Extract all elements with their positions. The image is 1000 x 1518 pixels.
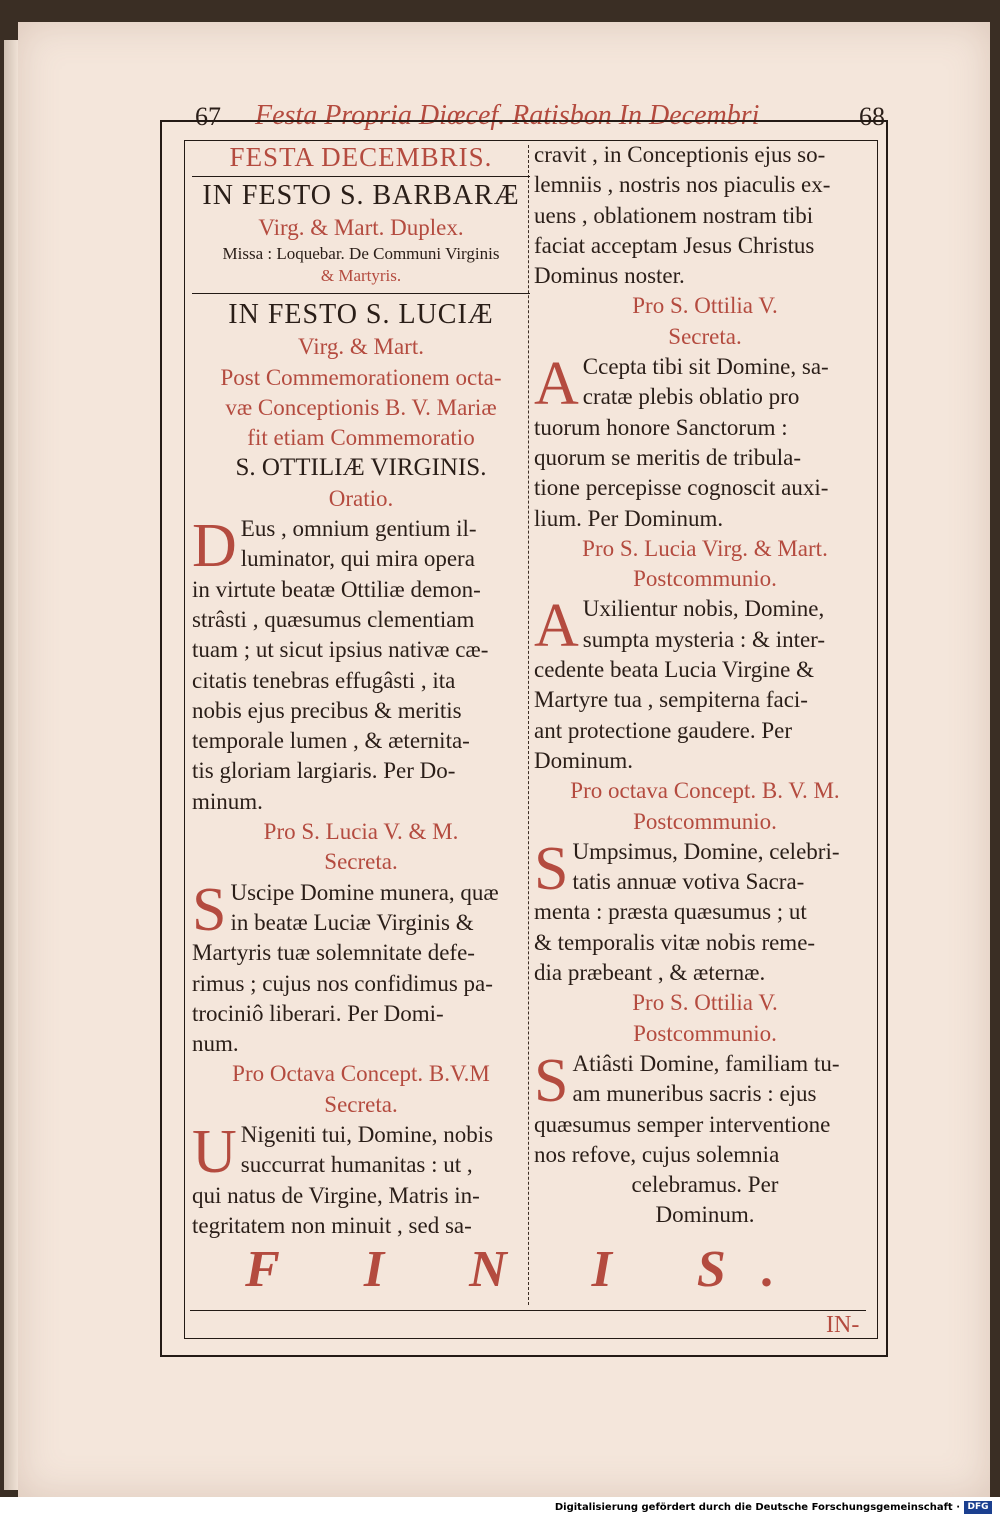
text-line: lium. Per Dominum.	[534, 505, 724, 531]
text-line: strâsti , quæsumus clementiam	[192, 606, 475, 632]
text-line: Dominum.	[534, 747, 634, 773]
postcommunio-ottilia-subheading: Postcommunio.	[633, 1020, 777, 1046]
text-line: tuam ; ut sicut ipsius nativæ cæ-	[192, 637, 489, 663]
text-line: & temporalis vitæ nobis reme-	[534, 929, 816, 955]
secreta-ottilia-heading: Pro S. Ottilia V.	[632, 293, 778, 319]
secreta-ottilia-subheading: Secreta.	[668, 323, 742, 349]
lucia-note-1: Post Commemorationem octa-	[220, 364, 502, 390]
ottilia-title: S. OTTILIÆ VIRGINIS.	[235, 454, 487, 482]
postcommunio-octava-subheading: Postcommunio.	[633, 808, 777, 834]
text-line: am muneribus sacris : ejus	[572, 1081, 817, 1107]
page-edge	[4, 40, 18, 1490]
text-line: in beatæ Luciæ Virginis &	[230, 909, 474, 935]
text-line: Umpsimus, Domine, celebri-	[572, 838, 840, 864]
text-line: citatis tenebras effugâsti , ita	[192, 667, 456, 693]
postcommunio-octava-heading: Pro octava Concept. B. V. M.	[570, 778, 840, 804]
text-line: uens , oblationem nostram tibi	[534, 202, 814, 228]
text-line: sumpta mysteria : & inter-	[582, 626, 826, 652]
page-number-left: 67	[195, 102, 221, 131]
text-line: tegritatem non minuit , sed sa-	[192, 1212, 472, 1238]
secreta-ottilia-text	[534, 352, 876, 534]
section-title: FESTA DECEMBRIS.	[229, 142, 493, 172]
text-line: menta : præsta quæsumus ; ut	[534, 899, 807, 925]
text-line: Dominus noster.	[534, 263, 685, 289]
catchword: IN-	[826, 1312, 860, 1338]
text-line: tis gloriam largiaris. Per Do-	[192, 758, 456, 784]
postcommunio-lucia-text	[534, 594, 876, 776]
barbara-subtitle	[192, 213, 530, 243]
text-line: Martyris tuæ solemnitate defe-	[192, 940, 475, 966]
secreta-lucia-heading: Pro S. Lucia V. & M.	[263, 819, 459, 845]
dfg-logo-icon: DFG	[964, 1501, 992, 1514]
barbara-missa-2: & Martyris.	[320, 266, 402, 286]
text-line: temporale lumen , & æternita-	[192, 728, 470, 754]
dropcap: D	[192, 512, 237, 581]
postcommunio-ottilia-heading: Pro S. Ottilia V.	[632, 990, 778, 1016]
text-line: lemniis , nostris nos piaculis ex-	[534, 172, 831, 198]
text-line: Atiâsti Domine, familiam tu-	[572, 1050, 840, 1076]
text-line: cedente beata Lucia Virgine &	[534, 657, 815, 683]
text-line: qui natus de Virgine, Matris in-	[192, 1182, 480, 1208]
secreta-lucia-text	[192, 875, 530, 1060]
barbara-subtitle-text: Virg. & Mart. Duplex.	[258, 215, 464, 240]
postcommunio-ottilia-text	[534, 1046, 876, 1231]
text-line: minum.	[192, 788, 263, 814]
text-line: faciat acceptam Jesus Christus	[534, 232, 815, 258]
text-line: Uxilientur nobis, Domine,	[582, 596, 825, 622]
bottom-rule	[190, 1310, 866, 1311]
dropcap: U	[192, 1118, 237, 1187]
text-line: Dominum.	[655, 1202, 755, 1228]
text-line: succurrat humanitas : ut ,	[240, 1152, 473, 1178]
postcommunio-lucia-heading: Pro S. Lucia Virg. & Mart.	[582, 535, 828, 561]
page-number-right: 68	[859, 102, 885, 131]
divider	[192, 176, 530, 177]
text-line: nos refove, cujus solemnia	[534, 1141, 780, 1167]
text-line: tione percepisse cognoscit auxi-	[534, 475, 829, 501]
dropcap: S	[534, 1046, 569, 1115]
text-line: Uscipe Domine munera, quæ	[230, 879, 499, 905]
dropcap: S	[534, 834, 569, 903]
finis-title: F I N I S.	[245, 1241, 811, 1298]
text-line: Ccepta tibi sit Domine, sa-	[582, 354, 829, 380]
divider	[192, 293, 530, 294]
dropcap: A	[534, 592, 579, 661]
text-line: luminator, qui mira opera	[240, 546, 475, 572]
text-line: celebramus. Per	[631, 1172, 779, 1198]
text-line: Martyre tua , sempiterna faci-	[534, 687, 808, 713]
text-line: Nigeniti tui, Domine, nobis	[240, 1122, 494, 1148]
lucia-note-3: fit etiam Commemoratio	[247, 425, 475, 451]
oratio-text	[192, 514, 530, 817]
barbara-title: IN FESTO S. BARBARÆ	[202, 180, 520, 211]
postcommunio-octava-text	[534, 834, 876, 988]
dropcap: A	[534, 350, 579, 419]
text-line: ant protectione gaudere. Per	[534, 717, 792, 743]
dropcap: S	[192, 875, 227, 944]
lucia-subtitle: Virg. & Mart.	[298, 334, 424, 360]
text-line: trociniô liberari. Per Domi-	[192, 1000, 444, 1026]
text-line: tatis annuæ votiva Sacra-	[572, 869, 805, 895]
right-column	[534, 140, 876, 1231]
secreta-lucia-subheading: Secreta.	[324, 849, 398, 875]
text-line: quorum se meritis de tribula-	[534, 444, 801, 470]
lucia-title: IN FESTO S. LUCIÆ	[228, 299, 494, 331]
text-line: rimus ; cujus nos confidimus pa-	[192, 970, 493, 996]
secreta-octava-subheading: Secreta.	[324, 1091, 398, 1117]
left-column	[192, 140, 530, 1241]
footer-credit: Digitalisierung gefördert durch die Deutsche Forschungsgemeinschaft ·	[554, 1502, 960, 1513]
text-line: num.	[192, 1031, 239, 1057]
oratio-heading: Oratio.	[328, 485, 394, 511]
text-line: nobis ejus precibus & meritis	[192, 697, 462, 723]
text-line: Eus , omnium gentium il-	[240, 516, 477, 542]
text-line: cravit , in Conceptionis ejus so-	[534, 142, 826, 167]
text-line: tuorum honore Sanctorum :	[534, 414, 788, 440]
text-line: quæsumus semper interventione	[534, 1111, 831, 1137]
postcommunio-lucia-subheading: Postcommunio.	[633, 566, 777, 592]
secreta-octava-text	[192, 1120, 530, 1241]
secreta-octava-heading: Pro Octava Concept. B.V.M	[232, 1061, 490, 1087]
text-line: in virtute beatæ Ottiliæ demon-	[192, 576, 481, 602]
lucia-note-2: væ Conceptionis B. V. Mariæ	[225, 394, 497, 420]
text-line: cratæ plebis oblatio pro	[582, 384, 800, 410]
text-line: dia præbeant , & æternæ.	[534, 960, 766, 986]
running-head: Festa Propria Diœcef. Ratisbon In Decembri	[255, 100, 760, 131]
barbara-missa-1: Missa : Loquebar. De Communi Virginis	[222, 244, 500, 264]
